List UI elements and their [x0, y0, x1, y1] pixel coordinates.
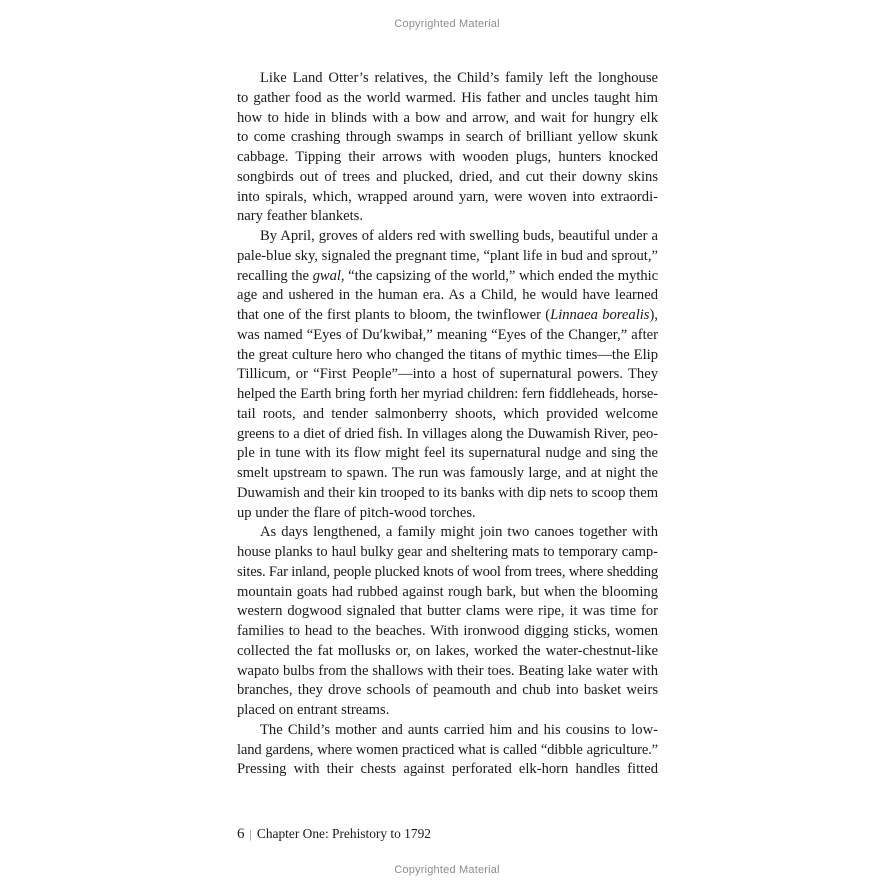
- text-line: was named “Eyes of Du′kwibał,” meaning “Eyes of the Changer,” after: [237, 326, 658, 343]
- text-line: The Child’s mother and aunts carried him and his cousins to low-: [260, 721, 658, 738]
- text-line: wapato bulbs from the shallows with their toes. Beating lake water with: [237, 662, 658, 679]
- text-line: Pressing with their chests against perforated elk-horn handles fitted: [237, 761, 658, 778]
- text-line: greens to a diet of dried fish. In villages along the Duwamish River, peo-: [237, 425, 658, 442]
- text-line: As days lengthened, a family might join two canoes together with: [260, 524, 658, 541]
- text-line: ple in tune with its flow might feel its supernatural nudge and sing the: [237, 445, 658, 462]
- text-line: age and ushered in the human era. As a Child, he would have learned: [237, 287, 658, 304]
- text-run: recalling the: [237, 267, 313, 284]
- italic-term: Linnaea borealis: [550, 307, 650, 323]
- page-footer: [237, 826, 431, 843]
- text-line: Tillicum, or “First People”—into a host of supernatural powers. They: [237, 366, 658, 383]
- text-line: how to hide in blinds with a bow and arrow, and wait for hungry elk: [237, 109, 658, 126]
- text-line: to gather food as the world warmed. His father and uncles taught him: [237, 89, 658, 106]
- text-line: the great culture hero who changed the titans of mythic times—the Elip: [237, 346, 658, 363]
- text-line: pale-blue sky, signaled the pregnant time, “plant life in bud and sprout,”: [237, 247, 658, 264]
- text-line: house planks to haul bulky gear and sheltering mats to temporary camp-: [237, 544, 658, 560]
- text-line: helped the Earth bring forth her myriad children: fern fiddleheads, horse-: [237, 386, 658, 402]
- copyright-watermark-top: Copyrighted Material: [394, 18, 500, 30]
- text-line: land gardens, where women practiced what is called “dibble agriculture.”: [237, 741, 658, 758]
- text-line: nary feather blankets.: [237, 208, 364, 225]
- text-line: smelt upstream to spawn. The run was famously large, and at night the: [237, 465, 658, 481]
- text-line: western dogwood signaled that butter clams were ripe, it was time for: [237, 603, 658, 620]
- body-text: [237, 69, 658, 780]
- text-run: ),: [649, 307, 658, 323]
- text-line: collected the fat mollusks or, on lakes, worked the water-chestnut-like: [237, 642, 658, 659]
- text-run: , “the capsizing of the world,” which ended the mythic: [340, 267, 659, 284]
- text-line: families to head to the beaches. With ironwood digging sticks, women: [237, 623, 658, 639]
- text-line: up under the flare of pitch-wood torches.: [237, 504, 476, 521]
- text-line: tail roots, and tender salmonberry shoots, which provided welcome: [237, 405, 658, 422]
- text-line: By April, groves of alders red with swelling buds, beautiful under a: [260, 228, 658, 244]
- text-line: branches, they drove schools of peamouth and chub into basket weirs: [237, 682, 658, 699]
- running-head: Chapter One: Prehistory to 1792: [256, 826, 431, 841]
- text-line: Duwamish and their kin trooped to its banks with dip nets to scoop them: [237, 484, 658, 501]
- text-line: placed on entrant streams.: [237, 702, 390, 718]
- italic-term: gwal: [312, 267, 341, 284]
- text-run: that one of the first plants to bloom, the twinflower (: [237, 307, 551, 323]
- copyright-watermark-bottom: Copyrighted Material: [394, 864, 500, 876]
- footer-separator: |: [249, 827, 252, 841]
- page-number: 6: [237, 826, 245, 842]
- text-line: [237, 306, 658, 326]
- text-line: songbirds out of trees and plucked, dried, and cut their downy skins: [237, 168, 658, 185]
- text-line: into spirals, which, wrapped around yarn, were woven into extraordi-: [237, 188, 658, 205]
- text-line: mountain goats had rubbed against rough bark, but when the blooming: [237, 583, 658, 600]
- text-line: to come crashing through swamps in search of brilliant yellow skunk: [237, 129, 658, 146]
- text-line: Like Land Otter’s relatives, the Child’s family left the longhouse: [260, 70, 658, 86]
- text-line: sites. Far inland, people plucked knots of wool from trees, where shedding: [237, 563, 658, 580]
- text-line: cabbage. Tipping their arrows with wooden plugs, hunters knocked: [237, 149, 658, 165]
- text-line: [237, 267, 658, 287]
